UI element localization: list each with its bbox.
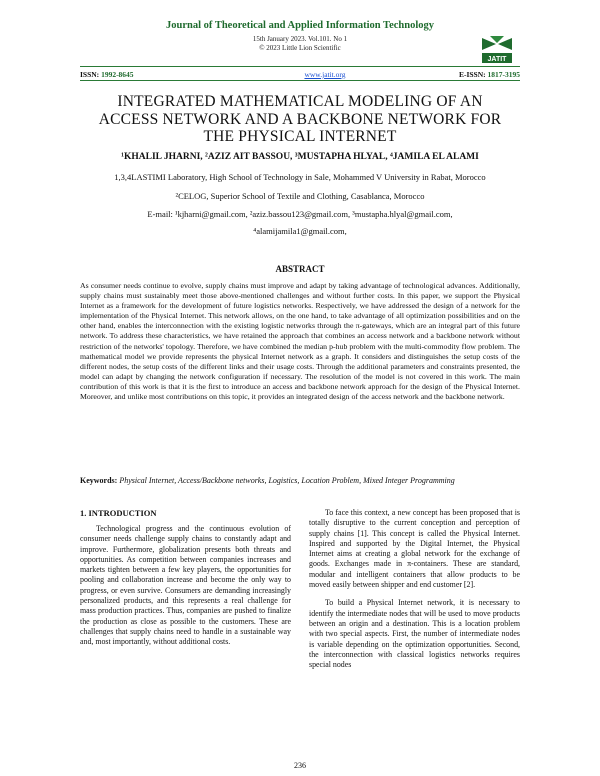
- eissn: E-ISSN: 1817-3195: [458, 70, 520, 79]
- jatit-logo: [480, 34, 514, 64]
- paragraph: To build a Physical Internet network, it is necessary to identify the intermediate nodes that will be used to move products between an origin and a destination. This is a location problem with two special aspects. First, the number of intermediate nodes is variable depending on the optimization opportunities. Second, the interconnection with classical logistics networks requires special nodes: [309, 598, 520, 670]
- logo-text: JATIT: [487, 56, 507, 63]
- website-link[interactable]: www.jatit.org: [304, 70, 346, 79]
- email-line-2: ⁴alamijamila1@gmail.com,: [253, 226, 347, 236]
- page-number: 236: [294, 761, 306, 770]
- keywords-text: Physical Internet, Access/Backbone networks, Logistics, Location Problem, Mixed Integer Programming: [119, 476, 455, 485]
- header-rule-bottom: [80, 80, 520, 81]
- section-heading-introduction: 1. INTRODUCTION: [80, 508, 157, 518]
- paragraph: To face this context, a new concept has been proposed that is totally disruptive to the current conception and perception of supply chains [1]. This concept is called the Physical Internet. Inspired and supported by the Digital Internet, the Physical Internet aims at creating a global network for the exchange of goods. Exchanges made in π-containers. These are standard, modular and intelligent containers that allow products to be moved easily between shipper and end customer [2].: [309, 508, 520, 590]
- header-rule-top: [80, 66, 520, 67]
- keywords: [80, 476, 520, 486]
- volume-line: 15th January 2023. Vol.101. No 1: [252, 35, 348, 43]
- email-line-1: E-mail: ¹kjharni@gmail.com, ²aziz.bassou123@gmail.com, ³mustapha.hlyal@gmail.com,: [147, 209, 453, 219]
- issn: ISSN: 1992-8645: [80, 70, 134, 79]
- left-column: [80, 524, 291, 656]
- keywords-label: Keywords:: [80, 476, 118, 485]
- copyright-line: © 2023 Little Lion Scientific: [259, 44, 341, 52]
- journal-title: Journal of Theoretical and Applied Information Technology: [166, 20, 434, 31]
- authors: ¹KHALIL JHARNI, ²AZIZ AIT BASSOU, ³MUSTAPHA HLYAL, ⁴JAMILA EL ALAMI: [121, 152, 479, 162]
- abstract-heading: ABSTRACT: [275, 264, 325, 274]
- paragraph: Technological progress and the continuous evolution of consumer needs challenge supply chains to constantly adapt and improve. Furthermore, globalization presents both threats and opportunities. As competition between companies increases and markets tighten between a few key players, the opportunities for pooling and collaboration increase and become the only way to progress, or even survive. Consumers are demanding increasingly personalized products, and this represents a real challenge for mass production practices. Thus, companies are pushed to finalize the production as close as possible to the customers. These are challenges that supply chains need to handle in a sustainable way and, most importantly, without additional costs.: [80, 524, 291, 647]
- affiliation-1: 1,3,4LASTIMI Laboratory, High School of Technology in Sale, Mohammed V University in Rabat, Morocco: [114, 172, 486, 182]
- affiliation-2: ²CELOG, Superior School of Textile and Clothing, Casablanca, Morocco: [175, 191, 425, 201]
- paper-title: INTEGRATED MATHEMATICAL MODELING OF AN ACCESS NETWORK AND A BACKBONE NETWORK FOR THE PHYSICAL INTERNET: [98, 93, 502, 145]
- abstract-text: As consumer needs continue to evolve, supply chains must improve and adapt by taking advantage of technological advances. Additionally, supply chains must sustainably meet those above-mentioned challenges and without further costs. In this paper, we support the Physical Internet as a framework for the development of future logistics networks. Respectively, we have addressed the design of a network for the implementation of the Physical Internet. This network allows, on the one hand, to take advantage of all optimization possibilities and on the other hand, enables the interconnection with the existing logistic networks through the π-gateways, which are an integral part of this future network. To address these characteristics, we have retained the approach that combines an access network and a backbone network without restriction of the networks' topology. Therefore, we have combined the median p-hub problem with the multi-commodity flow problem. The mathematical model we provide represents the physical Internet network as a graph. It considers and distinguishes the setup costs of the different nodes, the setup costs of the different links and their usage costs. Through the additional parameters and constraints presented, the model can adapt by changing the network configuration if necessary. The resolution of the model is not covered in this work. The main contribution of this work is that it is the first to introduce an access and backbone network approach for the design of the Physical Internet. Moreover, and unlike most contributions on this topic, it provides an integrated design of the access network and the backbone network.: [80, 281, 520, 402]
- right-column: [309, 508, 520, 678]
